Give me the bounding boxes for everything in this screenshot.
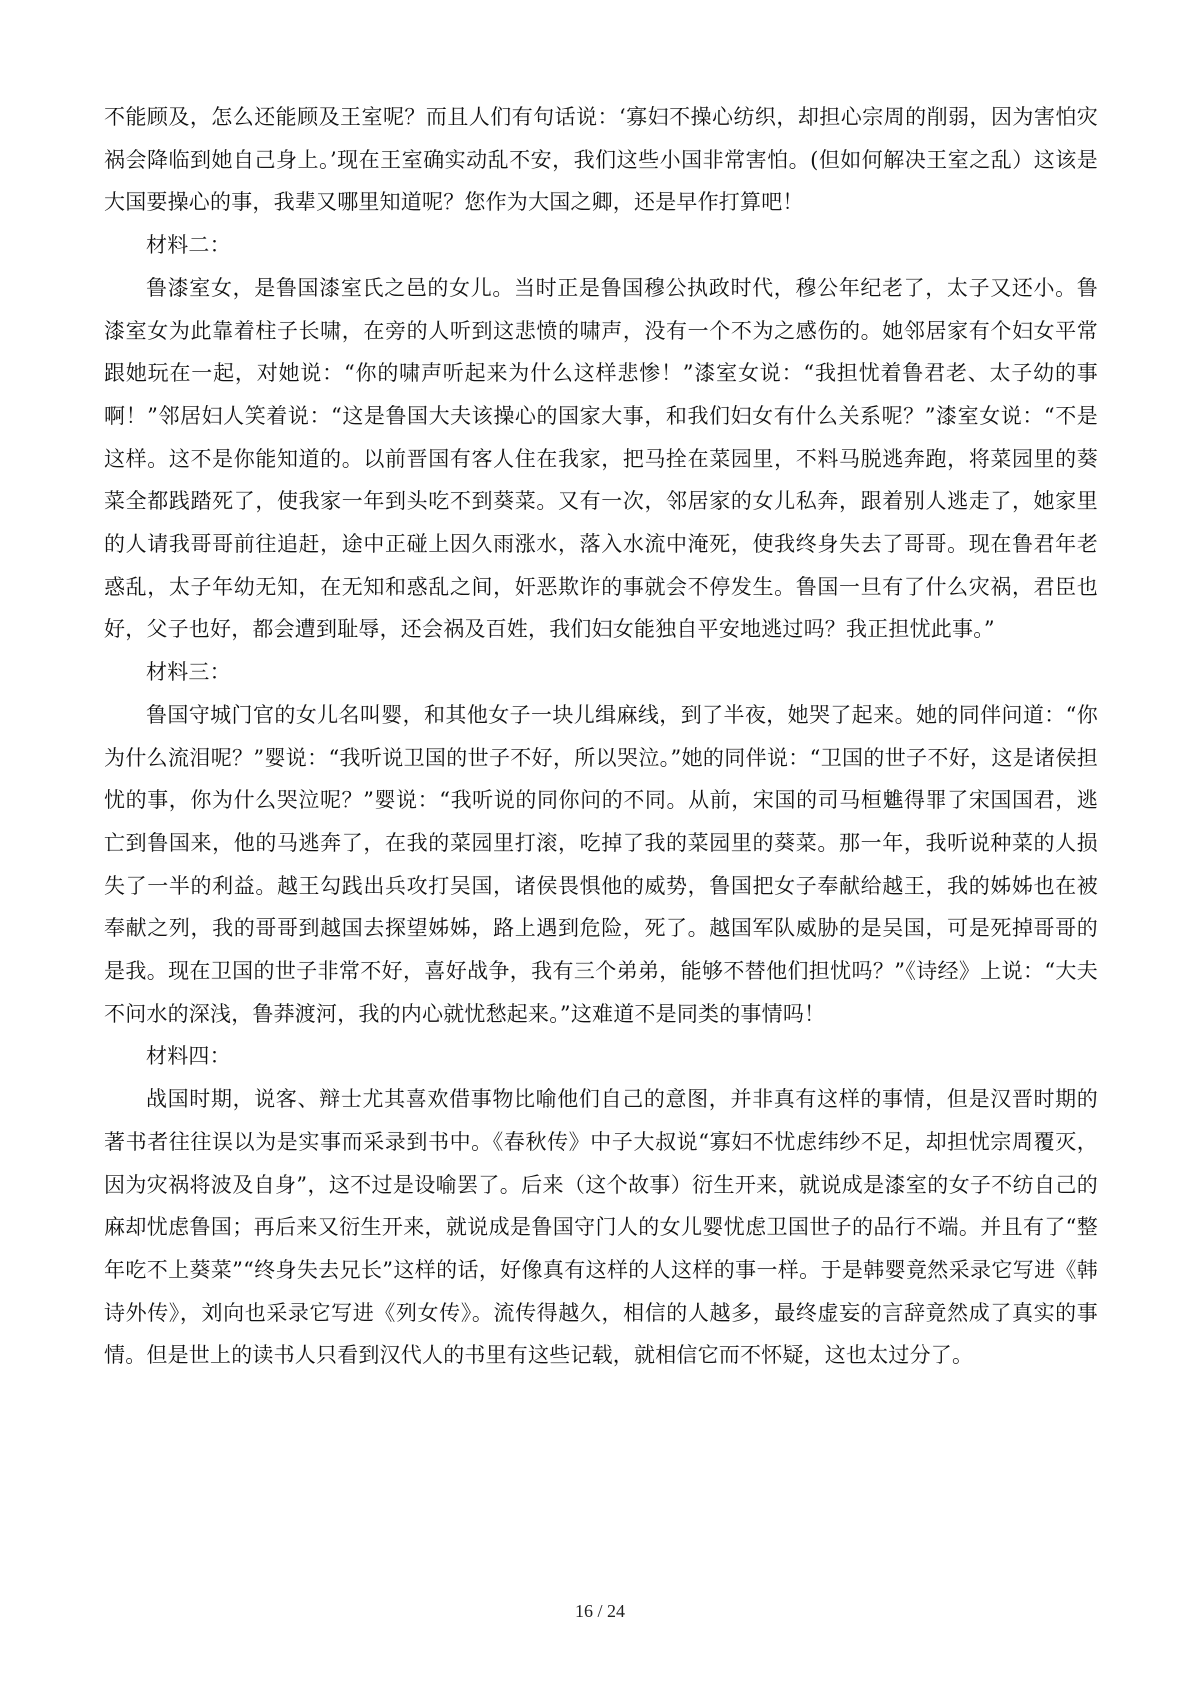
page-number: 16 / 24 <box>574 1601 625 1621</box>
material-3-heading: 材料三： <box>146 660 231 685</box>
material-4-heading: 材料四： <box>146 1044 231 1069</box>
material-2-paragraph: 鲁漆室女，是鲁国漆室氏之邑的女儿。当时正是鲁国穆公执政时代，穆公年纪老了，太子又还小。鲁漆室女为此靠着柱子长啸，在旁的人听到这悲愤的啸声，没有一个不为之感伤的。她邻居家有个妇女平常跟她玩在一起，对她说：“你的啸声听起来为什么这样悲惨！”漆室女说：“我担忧着鲁君老、太子幼的事啊！”邻居妇人笑着说：“这是鲁国大夫该操心的国家大事，和我们妇女有什么关系呢？”漆室女说：“不是这样。这不是你能知道的。以前晋国有客人住在我家，把马拴在菜园里，不料马脱逃奔跑，将菜园里的葵菜全都践踏死了，使我家一年到头吃不到葵菜。又有一次，邻居家的女儿私奔，跟着别人逃走了，她家里的人请我哥哥前往追赶，途中正碰上因久雨涨水，落入水流中淹死，使我终身失去了哥哥。现在鲁君年老惑乱，太子年幼无知，在无知和惑乱之间，奸恶欺诈的事就会不停发生。鲁国一旦有了什么灾祸，君臣也好，父子也好，都会遭到耻辱，还会祸及百姓，我们妇女能独自平安地逃过吗？我正担忧此事。” <box>104 275 1098 642</box>
material-4-paragraph: 战国时期，说客、辩士尤其喜欢借事物比喻他们自己的意图，并非真有这样的事情，但是汉晋时期的著书者往往误以为是实事而采录到书中。《春秋传》中子大叔说“寡妇不忧虑纬纱不足，却担忧宗周覆灭，因为灾祸将波及自身”，这不过是设喻罢了。后来（这个故事）衍生开来，就说成是漆室的女子不纺自己的麻却忧虑鲁国；再后来又衍生开来，就说成是鲁国守门人的女儿婴忧虑卫国世子的品行不端。并且有了“整年吃不上葵菜”“终身失去兄长”这样的话，好像真有这样的人这样的事一样。于是韩婴竟然采录它写进《韩诗外传》，刘向也采录它写进《列女传》。流传得越久，相信的人越多，最终虚妄的言辞竟然成了真实的事情。但是世上的读书人只看到汉代人的书里有这些记载，就相信它而不怀疑，这也太过分了。 <box>104 1087 1098 1368</box>
material-2-heading: 材料二： <box>146 233 231 258</box>
paragraph-continuation: 不能顾及，怎么还能顾及王室呢？而且人们有句话说：‘寡妇不操心纺织，却担心宗周的削弱，因为害怕灾祸会降临到她自己身上。’现在王室确实动乱不安，我们这些小国非常害怕。(但如何解决王室之乱）这该是大国要操心的事，我辈又哪里知道呢？您作为大国之卿，还是早作打算吧！ <box>104 105 1098 215</box>
document-page <box>104 96 1098 1377</box>
material-3-paragraph: 鲁国守城门官的女儿名叫婴，和其他女子一块儿缉麻线，到了半夜，她哭了起来。她的同伴问道：“你为什么流泪呢？”婴说：“我听说卫国的世子不好，所以哭泣。”她的同伴说：“卫国的世子不好，这是诸侯担忧的事，你为什么哭泣呢？”婴说：“我听说的同你问的不同。从前，宋国的司马桓魋得罪了宋国国君，逃亡到鲁国来，他的马逃奔了，在我的菜园里打滚，吃掉了我的菜园里的葵菜。那一年，我听说种菜的人损失了一半的利益。越王勾践出兵攻打吴国，诸侯畏惧他的威势，鲁国把女子奉献给越王，我的姊姊也在被奉献之列，我的哥哥到越国去探望姊姊，路上遇到危险，死了。越国军队威胁的是吴国，可是死掉哥哥的是我。现在卫国的世子非常不好，喜好战争，我有三个弟弟，能够不替他们担忧吗？”《诗经》上说：“大夫不问水的深浅，鲁莽渡河，我的内心就忧愁起来。”这难道不是同类的事情吗！ <box>104 702 1098 1026</box>
